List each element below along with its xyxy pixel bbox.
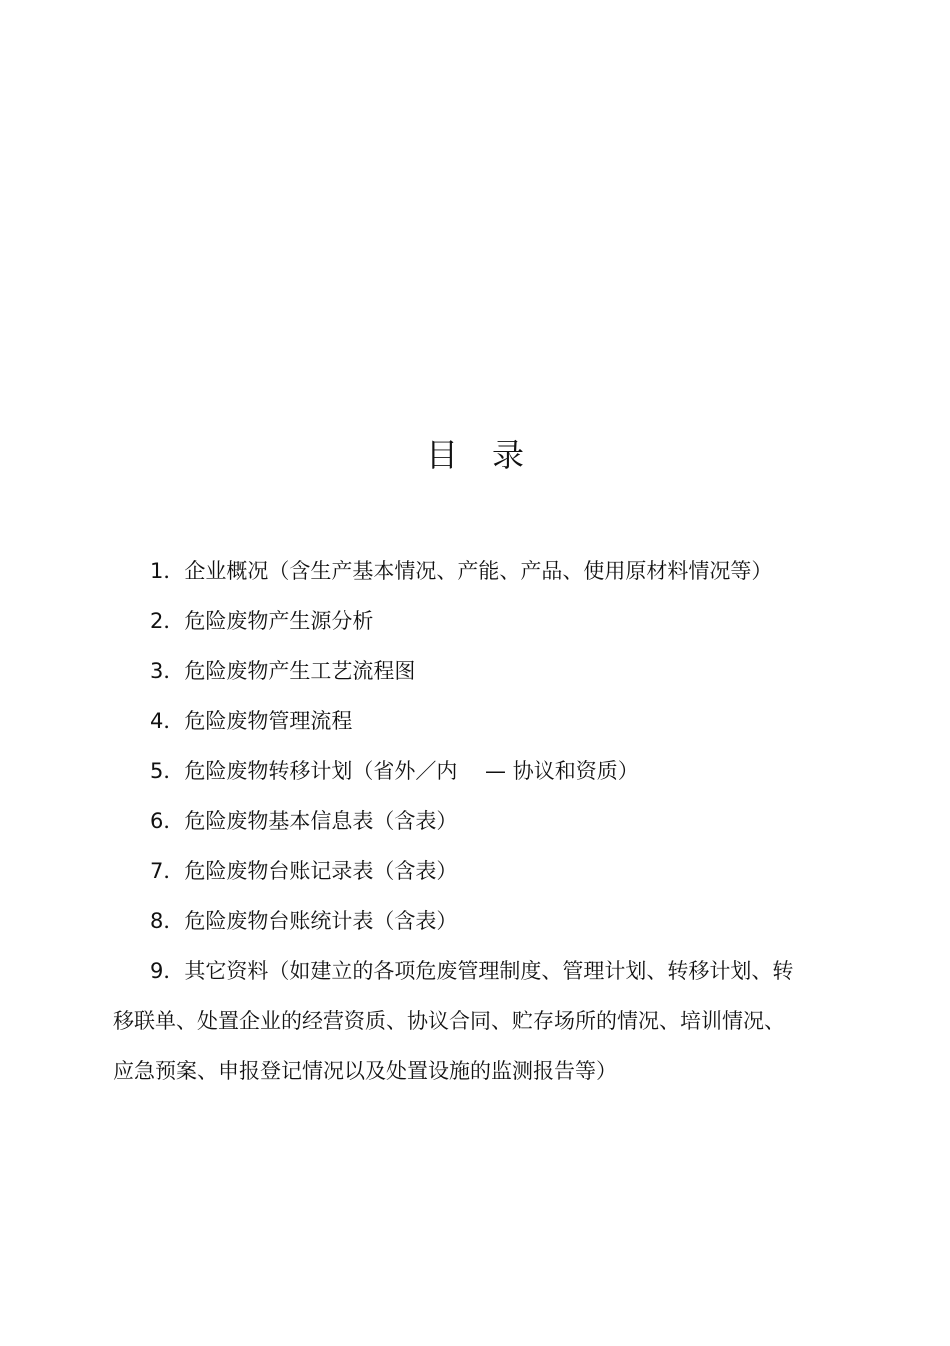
toc-item-text: 危险废物台账记录表（含表） bbox=[184, 859, 458, 883]
toc-item-7 bbox=[113, 846, 803, 896]
toc-item-number: 6． bbox=[150, 809, 185, 833]
toc-item-number: 9． bbox=[150, 959, 185, 983]
toc-item-text: 危险废物管理流程 bbox=[184, 709, 353, 733]
toc-item-number: 8． bbox=[150, 909, 185, 933]
toc-item-8 bbox=[113, 896, 803, 946]
toc-item-text: 企业概况（含生产基本情况、产能、产品、使用原材料情况等） bbox=[184, 559, 773, 583]
toc-item-text: 危险废物基本信息表（含表） bbox=[184, 809, 458, 833]
toc-item-number: 7． bbox=[150, 859, 185, 883]
toc-item-text: 危险废物转移计划（省外／内 — 协议和资质） bbox=[184, 759, 639, 783]
toc-item-3 bbox=[113, 646, 803, 696]
toc-item-6 bbox=[113, 796, 803, 846]
toc-item-number: 1． bbox=[150, 559, 185, 583]
toc-item-1 bbox=[113, 546, 803, 596]
toc-item-2 bbox=[113, 596, 803, 646]
toc-item-text: 危险废物台账统计表（含表） bbox=[184, 909, 458, 933]
toc-item-5 bbox=[113, 746, 803, 796]
toc-item-number: 5． bbox=[150, 759, 185, 783]
toc-item-4 bbox=[113, 696, 803, 746]
toc-item-text: 其它资料（如建立的各项危废管理制度、管理计划、转移计划、转移联单、处置企业的经营资质、协议合同、贮存场所的情况、培训情况、应急预案、申报登记情况以及处置设施的监测报告等） bbox=[113, 959, 794, 1083]
toc-item-number: 3． bbox=[150, 659, 185, 683]
toc-item-9 bbox=[113, 946, 803, 1096]
table-of-contents bbox=[113, 546, 803, 1096]
toc-item-number: 4． bbox=[150, 709, 185, 733]
page-title: 目录 bbox=[425, 436, 558, 474]
toc-item-text: 危险废物产生工艺流程图 bbox=[184, 659, 416, 683]
toc-item-text: 危险废物产生源分析 bbox=[184, 609, 374, 633]
toc-item-number: 2． bbox=[150, 609, 185, 633]
